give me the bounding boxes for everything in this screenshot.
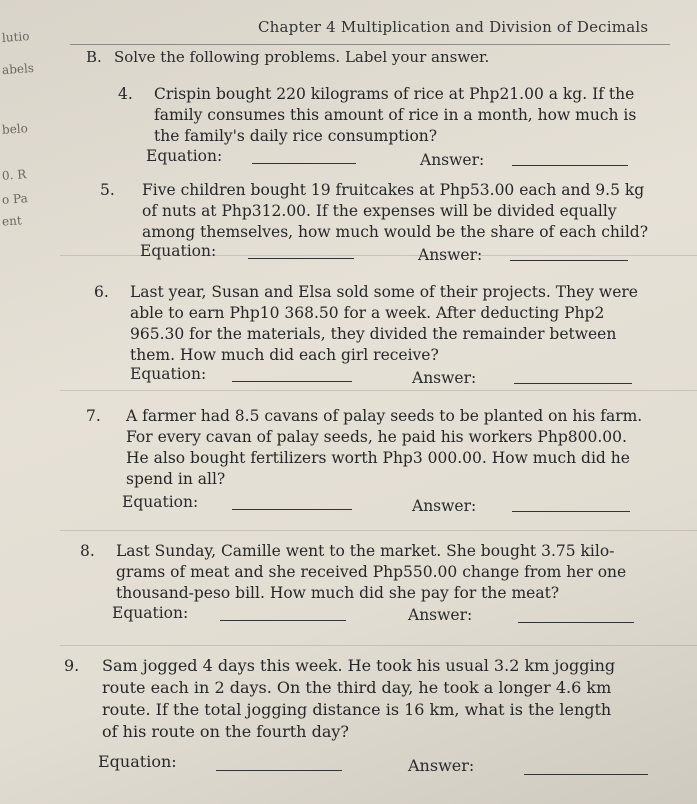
problem-line: spend in all?	[126, 470, 226, 488]
answer-label: Answer:	[418, 246, 483, 264]
problem-line: grams of meat and she received Php550.00 change from her one	[116, 563, 627, 581]
problem-number: 6.	[94, 283, 109, 301]
problem-line: family consumes this amount of rice in a month, how much is	[154, 106, 637, 124]
problem-line: Crispin bought 220 kilograms of rice at Php21.00 a kg. If the	[154, 85, 635, 103]
equation-blank[interactable]	[232, 381, 352, 382]
answer-blank[interactable]	[510, 260, 628, 261]
problem-number: 4.	[118, 85, 133, 103]
equation-blank[interactable]	[220, 620, 346, 621]
equation-label: Equation:	[140, 242, 217, 260]
problem-line: A farmer had 8.5 cavans of palay seeds to be planted on his farm.	[126, 407, 643, 425]
answer-blank[interactable]	[518, 622, 634, 623]
problem-line: of his route on the fourth day?	[102, 722, 349, 741]
answer-label: Answer:	[420, 151, 485, 169]
equation-blank[interactable]	[252, 163, 356, 164]
answer-blank[interactable]	[514, 383, 632, 384]
problem-line: thousand-peso bill. How much did she pay for the meat?	[116, 584, 560, 602]
problem-line: able to earn Php10 368.50 for a week. After deducting Php2	[130, 304, 605, 322]
equation-blank[interactable]	[232, 509, 352, 510]
answer-blank[interactable]	[524, 774, 648, 775]
problem-line: route. If the total jogging distance is 16 km, what is the length	[102, 700, 612, 719]
problem-number: 9.	[64, 656, 80, 675]
problem-line: the family's daily rice consumption?	[154, 127, 438, 145]
equation-label: Equation:	[130, 365, 207, 383]
problem-line: 965.30 for the materials, they divided the remainder between	[130, 325, 617, 343]
problem-line: them. How much did each girl receive?	[130, 346, 439, 364]
equation-label: Equation:	[112, 604, 189, 622]
instruction-text: Solve the following problems. Label your answer.	[114, 48, 490, 66]
problem-line: He also bought fertilizers worth Php3 000.00. How much did he	[126, 449, 630, 467]
equation-blank[interactable]	[248, 258, 354, 259]
answer-label: Answer:	[412, 497, 477, 515]
problem-line: For every cavan of palay seeds, he paid his workers Php800.00.	[126, 428, 627, 446]
answer-label: Answer:	[408, 756, 475, 775]
equation-label: Equation:	[98, 752, 177, 771]
section-letter: B.	[86, 48, 102, 66]
equation-label: Equation:	[146, 147, 223, 165]
problem-line: Sam jogged 4 days this week. He took his usual 3.2 km jogging	[102, 656, 616, 675]
paper-line	[60, 390, 697, 391]
section-instruction	[86, 48, 489, 66]
problem-line: Last year, Susan and Elsa sold some of their projects. They were	[130, 283, 638, 301]
problem-line: route each in 2 days. On the third day, he took a longer 4.6 km	[102, 678, 612, 697]
equation-label: Equation:	[122, 493, 199, 511]
paper-line	[60, 645, 697, 646]
margin-fragment: lutio	[1, 29, 30, 45]
header-rule	[70, 44, 670, 45]
margin-fragment: ent	[1, 213, 23, 229]
answer-label: Answer:	[408, 606, 473, 624]
margin-fragment: abels	[1, 60, 35, 78]
chapter-header: Chapter 4 Multiplication and Division of Decimals	[258, 18, 649, 36]
problem-number: 5.	[100, 181, 115, 199]
problem-line: among themselves, how much would be the share of each child?	[142, 223, 649, 241]
answer-label: Answer:	[412, 369, 477, 387]
paper-line	[60, 530, 697, 531]
problem-number: 8.	[80, 542, 95, 560]
problem-line: Last Sunday, Camille went to the market. She bought 3.75 kilo-	[116, 542, 615, 560]
margin-bleed-text	[0, 0, 52, 260]
answer-blank[interactable]	[512, 511, 630, 512]
answer-blank[interactable]	[512, 165, 628, 166]
problem-line: of nuts at Php312.00. If the expenses will be divided equally	[142, 202, 617, 220]
margin-fragment: 0. R	[1, 167, 27, 183]
margin-fragment: belo	[1, 121, 29, 137]
problem-number: 7.	[86, 407, 101, 425]
margin-fragment: o Pa	[1, 191, 29, 207]
problem-line: Five children bought 19 fruitcakes at Php53.00 each and 9.5 kg	[142, 181, 645, 199]
equation-blank[interactable]	[216, 770, 342, 771]
